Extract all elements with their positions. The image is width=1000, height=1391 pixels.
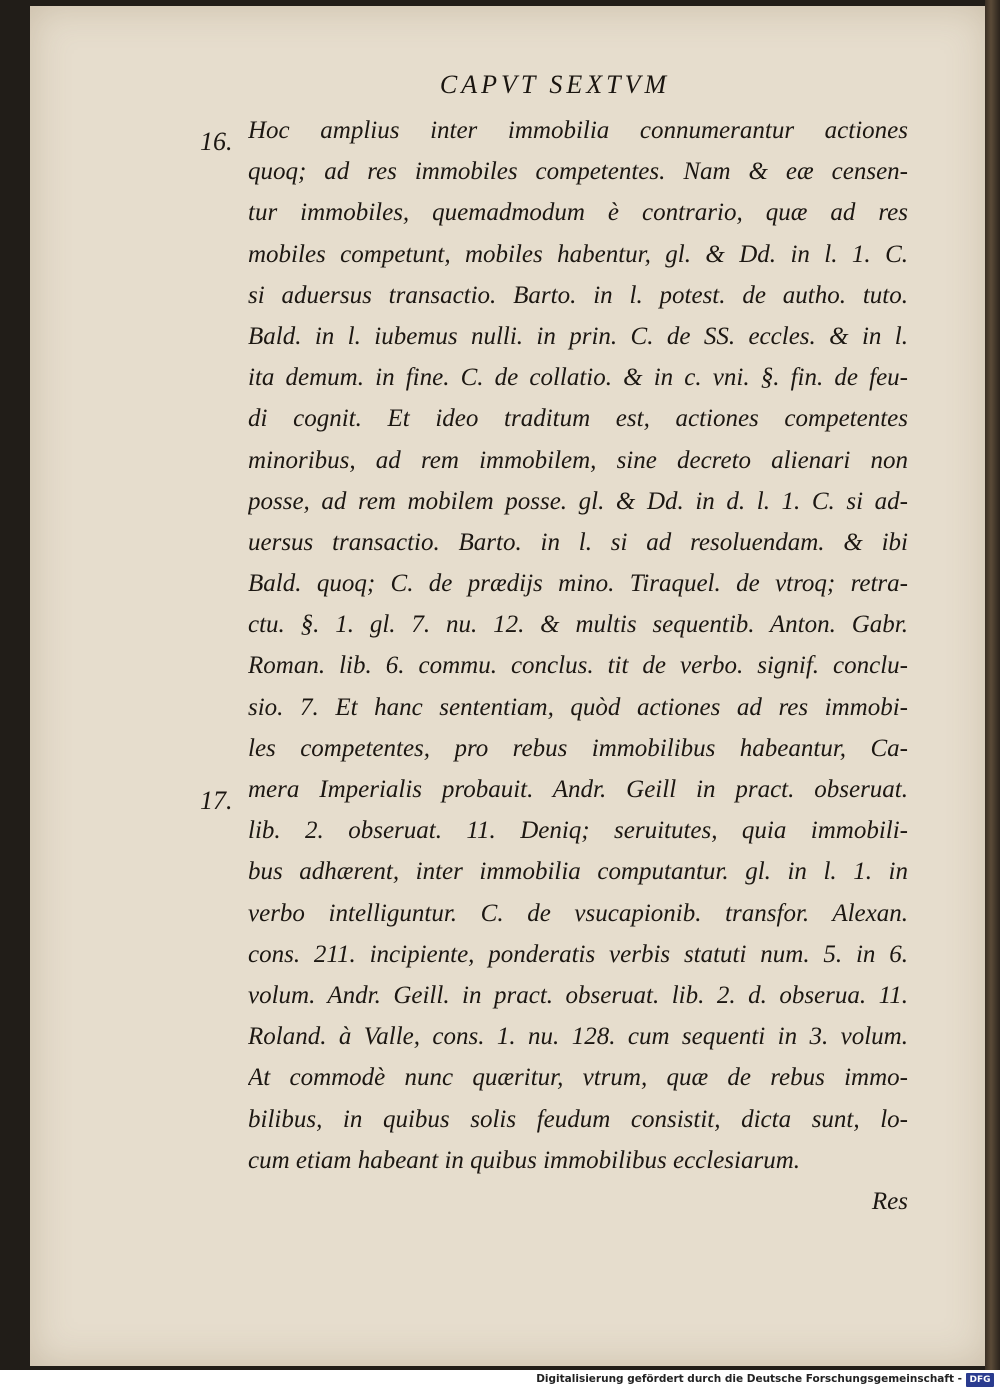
text-line: cum etiam habeant in quibus immobilibus ecclesiarum. <box>248 1146 801 1174</box>
text-line: mobiles competunt, mobiles habentur, gl. & Dd. in l. 1. C. <box>248 240 908 268</box>
text-line: Bald. in l. iubemus nulli. in prin. C. de SS. eccles. & in l. <box>248 322 908 350</box>
text-line: lib. 2. obseruat. 11. Deniq; seruitutes, quia immobili- <box>248 817 908 845</box>
dfg-logo: DFG <box>966 1373 994 1387</box>
text-line: sio. 7. Et hanc sententiam, quòd actiones ad res immobi- <box>248 693 908 721</box>
text-line: tur immobiles, quemadmodum è contrario, quæ ad res <box>248 199 908 227</box>
body-text <box>248 110 908 1222</box>
text-line: minoribus, ad rem immobilem, sine decreto alienari non <box>248 446 908 474</box>
catchword: Res <box>871 1187 908 1215</box>
text-line: Bald. quoq; C. de prædijs mino. Tiraquel. de vtroq; retra- <box>248 570 908 598</box>
text-line: di cognit. Et ideo traditum est, actiones competentes <box>248 405 908 433</box>
text-line: bilibus, in quibus solis feudum consistit, dicta sunt, lo- <box>248 1105 908 1133</box>
margin-number-16: 16. <box>200 127 233 156</box>
running-head: CAPVT SEXTVM <box>439 70 671 99</box>
text-line: posse, ad rem mobilem posse. gl. & Dd. in d. l. 1. C. si ad- <box>248 487 908 515</box>
text-line: Roman. lib. 6. commu. conclus. tit de verbo. signif. conclu- <box>248 652 908 680</box>
text-line: cons. 211. incipiente, ponderatis verbis statuti num. 5. in 6. <box>248 940 908 968</box>
text-line: Roland. à Valle, cons. 1. nu. 128. cum sequenti in 3. volum. <box>248 1023 908 1051</box>
text-line: ita demum. in fine. C. de collatio. & in c. vni. §. fin. de feu- <box>248 364 908 392</box>
text-line: verbo intelliguntur. C. de vsucapionib. transfor. Alexan. <box>248 899 908 927</box>
text-line: mera Imperialis probauit. Andr. Geill in pract. obseruat. <box>248 776 908 803</box>
page-binding-edge <box>985 0 1000 1370</box>
footer-credit: Digitalisierung gefördert durch die Deutsche Forschungsgemeinschaft - <box>536 1373 962 1385</box>
text-line: les competentes, pro rebus immobilibus habeantur, Ca- <box>248 734 908 762</box>
text-line: At commodè nunc quæritur, vtrum, quæ de rebus immo- <box>248 1064 908 1092</box>
footer-bar <box>0 1370 1000 1391</box>
text-line: ctu. §. 1. gl. 7. nu. 12. & multis sequentib. Anton. Gabr. <box>248 611 908 639</box>
text-line: uersus transactio. Barto. in l. si ad resoluendam. & ibi <box>248 528 908 556</box>
text-line: volum. Andr. Geill. in pract. obseruat. lib. 2. d. obserua. 11. <box>248 981 908 1009</box>
margin-number-17: 17. <box>200 786 233 815</box>
text-line: quoq; ad res immobiles competentes. Nam & eæ censen- <box>248 158 908 186</box>
text-line: bus adhærent, inter immobilia computantur. gl. in l. 1. in <box>248 858 908 886</box>
text-line: Hoc amplius inter immobilia connumerantur actiones <box>248 117 908 144</box>
text-line: si aduersus transactio. Barto. in l. potest. de autho. tuto. <box>248 281 908 309</box>
